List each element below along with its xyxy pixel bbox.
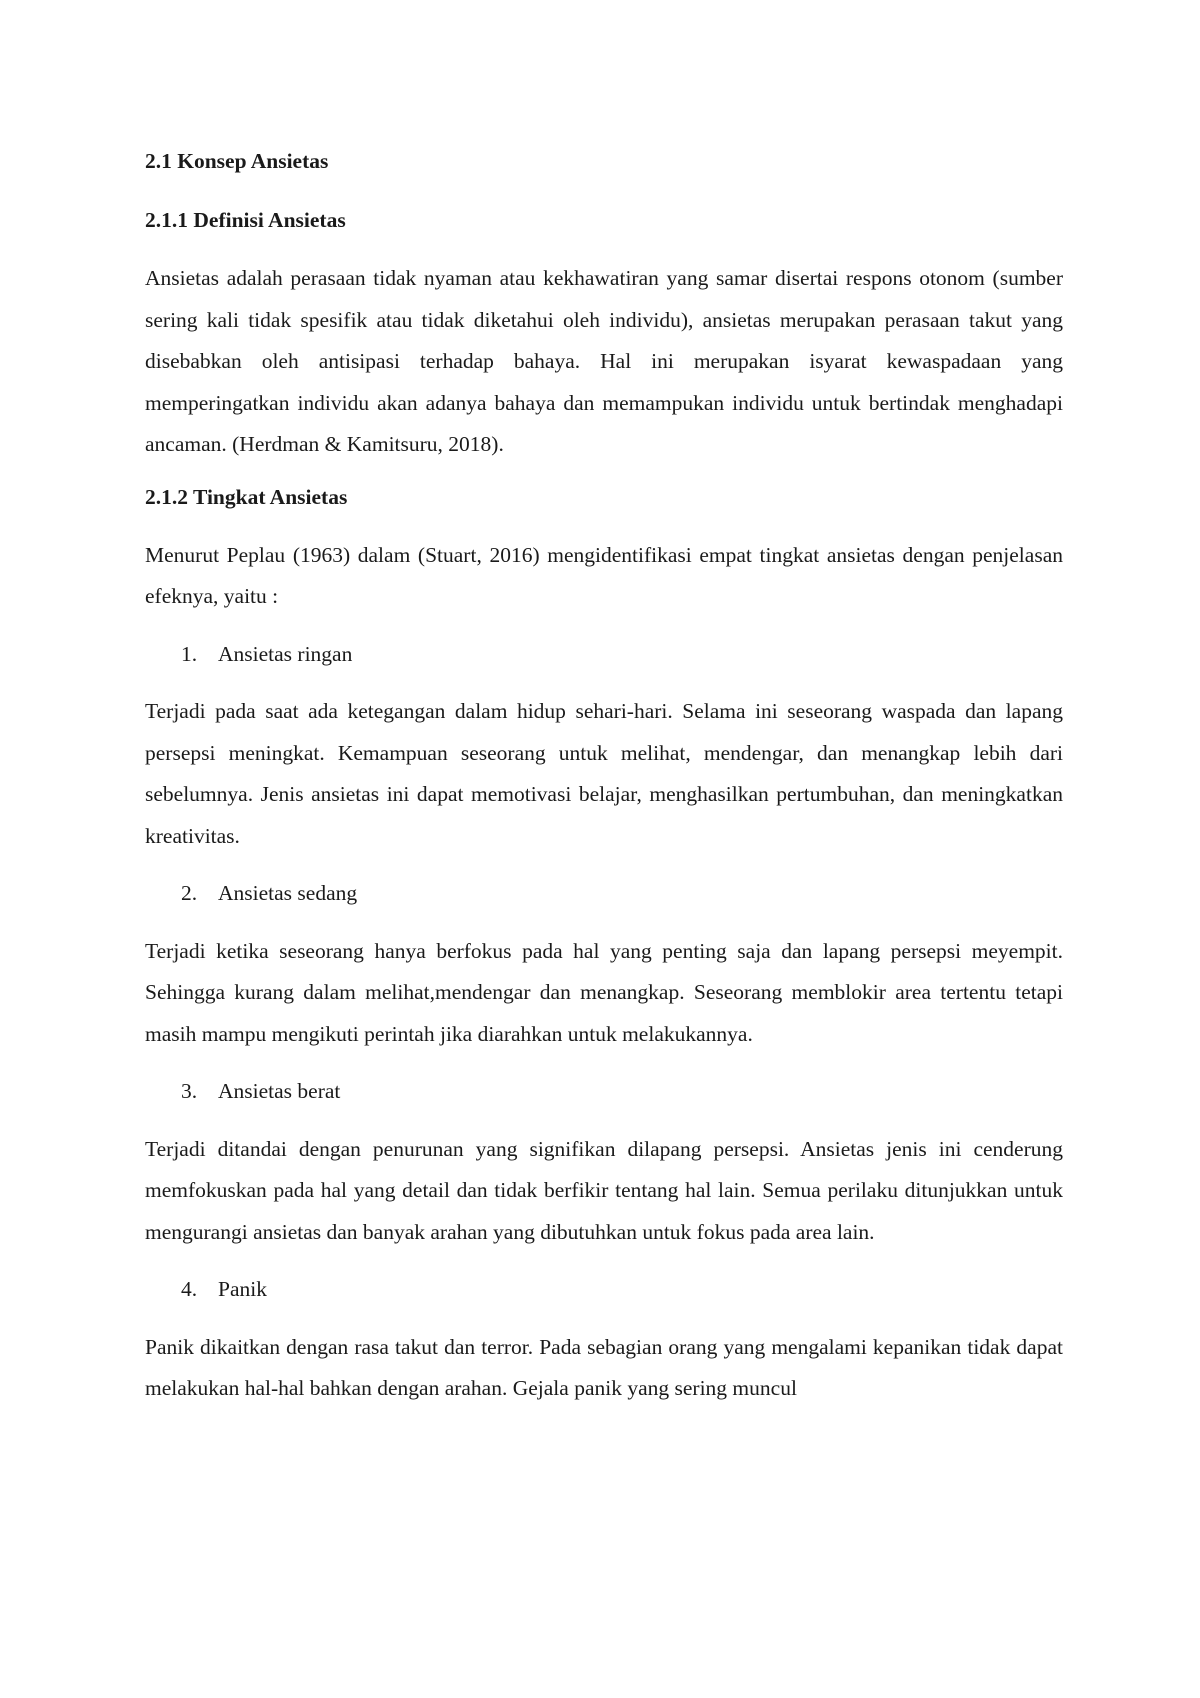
list-item bbox=[145, 634, 1063, 676]
list-item-paragraph: Panik dikaitkan dengan rasa takut dan terror. Pada sebagian orang yang mengalami kepanikan tidak dapat melakukan hal-hal bahkan dengan arahan. Gejala panik yang sering muncul bbox=[145, 1334, 1063, 1400]
document-body bbox=[145, 146, 1063, 1410]
list-item bbox=[145, 1071, 1063, 1113]
paragraph-definition: Ansietas adalah perasaan tidak nyaman atau kekhawatiran yang samar disertai respons otonom (sumber sering kali tidak spesifik atau tidak diketahui oleh individu), ansietas merupakan perasaan takut yang disebabkan oleh antisipasi terhadap bahaya. Hal ini merupakan isyarat kewaspadaan yang memperingatkan individu akan adanya bahaya dan memampukan individu untuk bertindak menghadapi ancaman. (Herdman & Kamitsuru, 2018). bbox=[145, 266, 1063, 456]
subsection-heading-tingkat: 2.1.2 Tingkat Ansietas bbox=[145, 484, 348, 509]
list-item-title: Ansietas berat bbox=[218, 1079, 341, 1103]
list-item-number: 3. bbox=[181, 1079, 198, 1103]
section-heading: 2.1 Konsep Ansietas bbox=[145, 149, 329, 173]
list-item-number: 1. bbox=[181, 641, 198, 666]
list-item bbox=[145, 873, 1063, 915]
list-item bbox=[145, 1269, 1063, 1311]
paragraph-intro: Menurut Peplau (1963) dalam (Stuart, 2016) mengidentifikasi empat tingkat ansietas dengan penjelasan efeknya, yaitu : bbox=[145, 542, 1063, 608]
list-item-title: Ansietas sedang bbox=[218, 881, 358, 905]
subsection-heading-definisi: 2.1.1 Definisi Ansietas bbox=[145, 208, 346, 232]
list-item-paragraph: Terjadi ketika seseorang hanya berfokus pada hal yang penting saja dan lapang persepsi meyempit. Sehingga kurang dalam melihat,mendengar dan menangkap. Seseorang memblokir area tertentu tetapi masih mampu mengikuti perintah jika diarahkan untuk melakukannya. bbox=[145, 938, 1063, 1046]
list-item-number: 4. bbox=[181, 1277, 198, 1301]
list-item-paragraph: Terjadi pada saat ada ketegangan dalam hidup sehari-hari. Selama ini seseorang waspada dan lapang persepsi meningkat. Kemampuan seseorang untuk melihat, mendengar, dan menangkap lebih dari sebelumnya. Jenis ansietas ini dapat memotivasi belajar, menghasilkan pertumbuhan, dan meningkatkan kreativitas. bbox=[145, 699, 1063, 848]
list-item-number: 2. bbox=[181, 881, 198, 905]
list-item-paragraph: Terjadi ditandai dengan penurunan yang signifikan dilapang persepsi. Ansietas jenis ini cenderung memfokuskan pada hal yang detail dan tidak berfikir tentang hal lain. Semua perilaku ditunjukkan untuk mengurangi ansietas dan banyak arahan yang dibutuhkan untuk fokus pada area lain. bbox=[145, 1136, 1063, 1244]
list-item-title: Ansietas ringan bbox=[218, 641, 353, 666]
list-item-title: Panik bbox=[218, 1277, 267, 1301]
